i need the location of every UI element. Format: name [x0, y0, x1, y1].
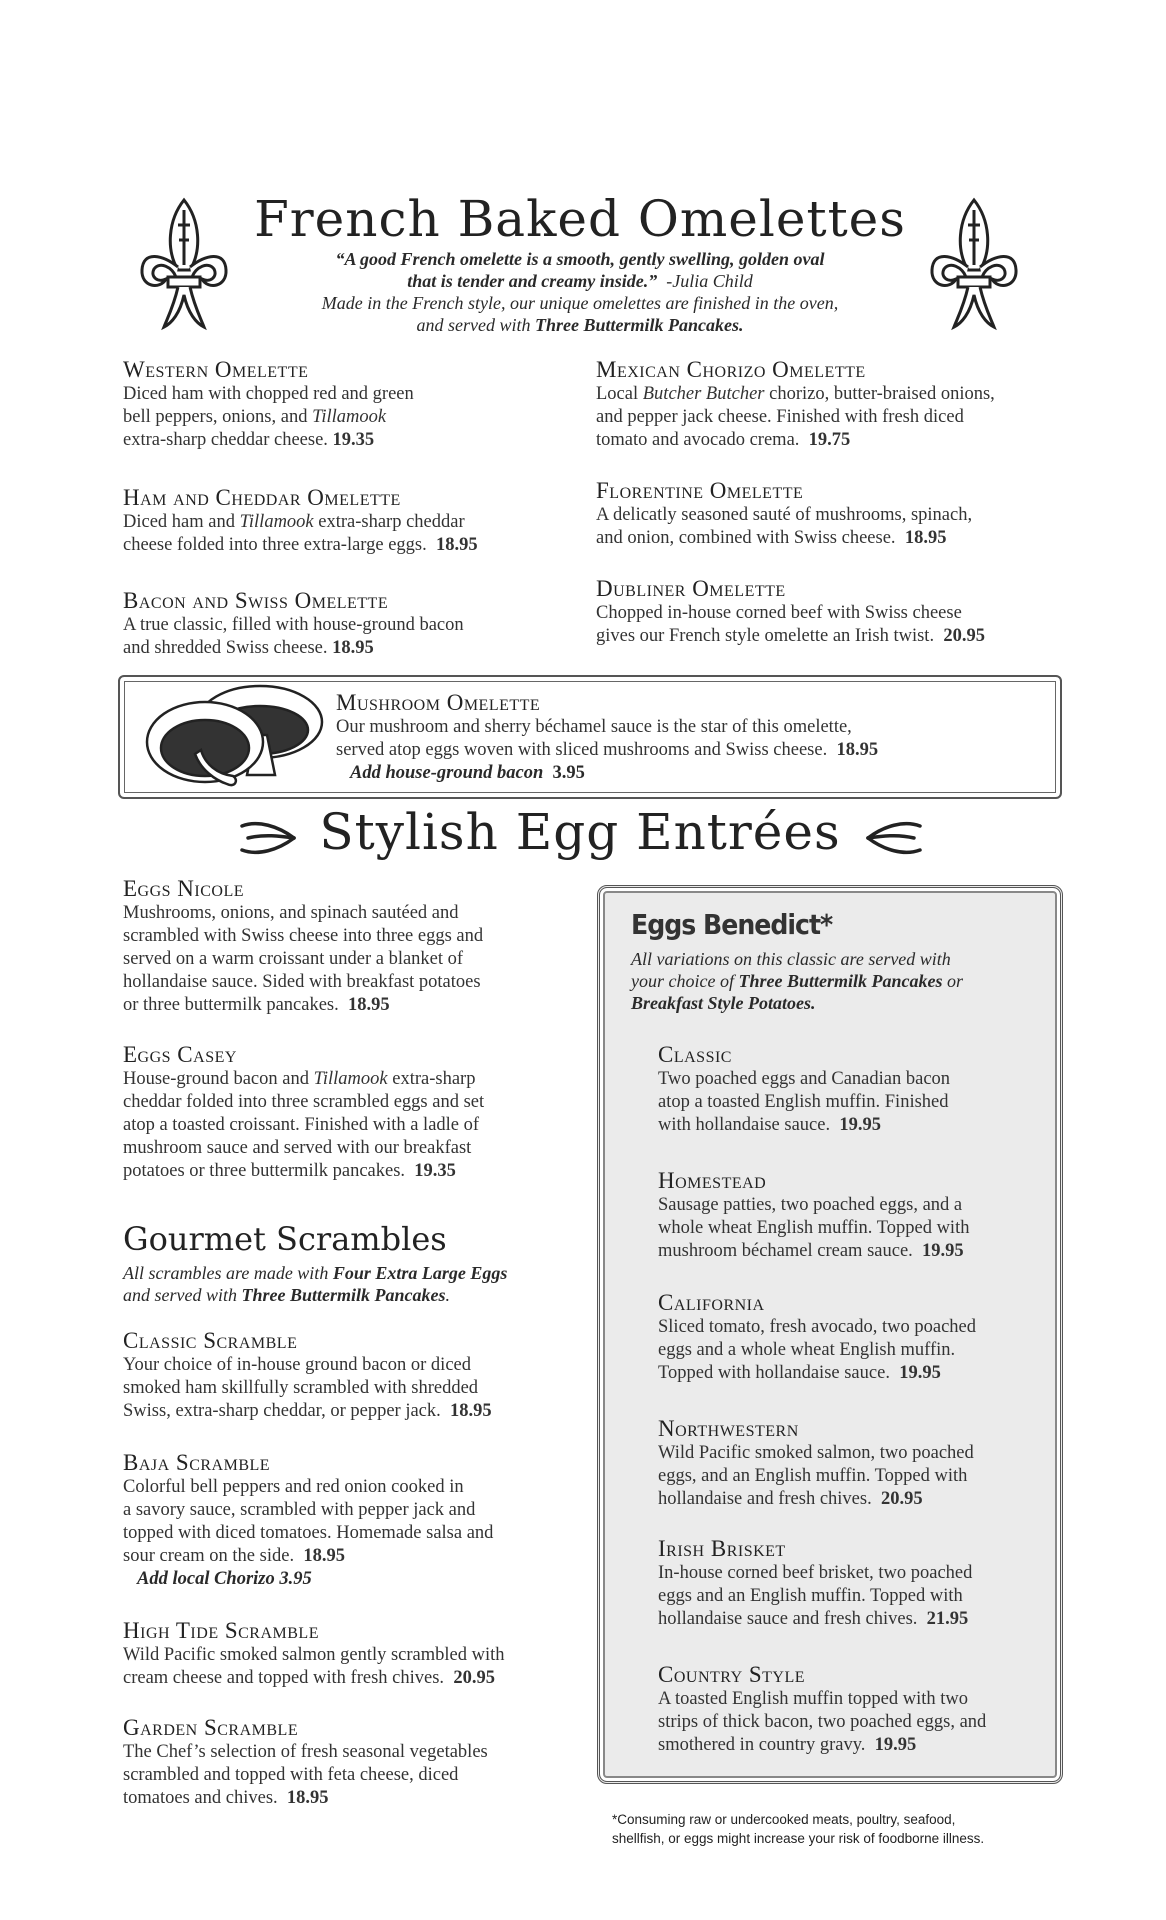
mushroom-omelette	[336, 690, 1046, 785]
desc-line: strips of thick bacon, two poached eggs, and	[658, 1712, 987, 1732]
price: 20.95	[453, 1668, 495, 1688]
desc-line	[123, 1667, 603, 1690]
desc-line: atop a toasted croissant. Finished with a ladle of	[123, 1115, 480, 1135]
item-title: Country Style	[658, 1662, 806, 1687]
item-desc	[658, 1442, 1048, 1511]
desc-line: Mushrooms, onions, and spinach sautéed and	[123, 903, 459, 923]
flourish-left-icon	[238, 818, 300, 858]
desc-line: Our mushroom and sherry béchamel sauce is the star of this omelette,	[336, 717, 852, 737]
note-text: your choice of	[631, 971, 739, 991]
item-title: Eggs Casey	[123, 1042, 237, 1067]
item-title: Ham and Cheddar Omelette	[123, 485, 401, 510]
price: 18.95	[348, 995, 390, 1015]
benedict-classic	[658, 1042, 1048, 1137]
price: 19.35	[414, 1161, 456, 1181]
item-title: Florentine Omelette	[596, 478, 804, 503]
desc-text: hollandaise and fresh chives.	[658, 1489, 872, 1509]
price: 20.95	[943, 626, 985, 646]
desc-text: cheese folded into three extra-large eggs.	[123, 535, 427, 555]
desc-line: A delicatly seasoned sauté of mushrooms, spinach,	[596, 505, 973, 525]
desc-line: Your choice of in-house ground bacon or diced	[123, 1355, 471, 1375]
desc-text: cream cheese and topped with fresh chives.	[123, 1668, 445, 1688]
price: 18.95	[450, 1401, 492, 1421]
desc-text: extra-sharp cheddar	[313, 512, 465, 532]
desc-line: and pepper jack cheese. Finished with fresh diced	[596, 407, 964, 427]
note-bold: Four Extra Large Eggs	[332, 1263, 508, 1283]
desc-line: Chopped in-house corned beef with Swiss cheese	[596, 603, 962, 623]
desc-text: with hollandaise sauce.	[658, 1115, 831, 1135]
item-title: Classic Scramble	[123, 1328, 298, 1353]
price: 18.95	[303, 1546, 345, 1566]
desc-line: A toasted English muffin topped with two	[658, 1689, 969, 1709]
desc-line: Sliced tomato, fresh avocado, two poached	[658, 1317, 976, 1337]
desc-text: extra-sharp	[387, 1069, 476, 1089]
desc-line: served on a warm croissant under a blanket of	[123, 949, 464, 969]
dubliner-omelette	[596, 576, 1076, 648]
note-line: Breakfast Style Potatoes.	[631, 993, 816, 1013]
desc-line: cheddar folded into three scrambled eggs and set	[123, 1092, 485, 1112]
scrambles-note	[123, 1262, 593, 1306]
benedict-title: Eggs Benedict*	[631, 908, 833, 941]
desc-text: Local	[596, 384, 643, 404]
desc-line	[123, 1160, 593, 1183]
desc-text: bell peppers, onions, and	[123, 407, 313, 427]
item-title: Northwestern	[658, 1416, 799, 1441]
note-bold: Three Buttermilk Pancakes	[738, 971, 943, 991]
benedict-northwestern	[658, 1416, 1048, 1511]
item-title: Homestead	[658, 1168, 767, 1193]
desc-line	[596, 429, 1066, 452]
note-text: All scrambles are made with	[123, 1263, 333, 1283]
item-desc	[658, 1316, 1048, 1385]
consumer-advisory	[612, 1810, 1062, 1848]
desc-line	[123, 637, 593, 660]
item-desc	[596, 504, 1066, 550]
desc-line: smoked ham skillfully scrambled with shredded	[123, 1378, 479, 1398]
item-desc	[658, 1068, 1048, 1137]
desc-line	[123, 1545, 593, 1568]
item-desc	[123, 1354, 593, 1423]
addon: Add local Chorizo 3.95	[137, 1569, 312, 1589]
eggs-nicole	[123, 876, 593, 1017]
classic-scramble	[123, 1328, 593, 1423]
desc-line	[123, 406, 593, 429]
desc-text: Swiss, extra-sharp cheddar, or pepper jack.	[123, 1401, 441, 1421]
note-line	[631, 970, 1031, 992]
note-line-2-bold: Three Buttermilk Pancakes.	[535, 315, 744, 335]
desc-line	[658, 1734, 1053, 1757]
desc-text: served atop eggs woven with sliced mushrooms and Swiss cheese.	[336, 740, 828, 760]
item-desc	[658, 1194, 1048, 1263]
desc-text: hollandaise sauce and fresh chives.	[658, 1609, 918, 1629]
price: 18.95	[904, 528, 947, 548]
advisory-line: shellfish, or eggs might increase your risk of foodborne illness.	[612, 1831, 985, 1846]
fleur-de-lis-right-icon	[928, 195, 1020, 335]
eggs-casey	[123, 1042, 593, 1183]
benedict-country-style	[658, 1662, 1053, 1757]
price: 19.95	[899, 1363, 941, 1383]
desc-italic: Tillamook	[239, 512, 314, 532]
desc-text: chorizo, butter-braised onions,	[764, 384, 995, 404]
price: 20.95	[880, 1489, 923, 1509]
item-desc	[123, 1644, 603, 1690]
desc-italic: Tillamook	[312, 407, 387, 427]
item-title: Irish Brisket	[658, 1536, 786, 1561]
price: 21.95	[926, 1609, 969, 1629]
desc-line	[123, 511, 593, 534]
omelettes-quote	[240, 248, 920, 292]
desc-line: eggs and an English muffin. Topped with	[658, 1586, 963, 1606]
desc-line: Two poached eggs and Canadian bacon	[658, 1069, 951, 1089]
desc-line: The Chef’s selection of fresh seasonal vegetables	[123, 1742, 488, 1762]
item-desc	[658, 1562, 1048, 1631]
note-line	[123, 1262, 593, 1284]
price: 18.95	[332, 638, 374, 658]
addon-price: 3.95	[552, 763, 585, 783]
desc-line: scrambled with Swiss cheese into three eggs and	[123, 926, 484, 946]
bacon-swiss-omelette	[123, 588, 593, 660]
item-desc	[658, 1688, 1053, 1757]
western-omelette	[123, 357, 593, 452]
note-line-2	[240, 314, 920, 336]
scrambles-title: Gourmet Scrambles	[123, 1220, 447, 1258]
desc-line	[123, 429, 593, 452]
item-title: High Tide Scramble	[123, 1618, 319, 1643]
desc-line: Wild Pacific smoked salmon gently scrambled with	[123, 1645, 505, 1665]
item-title: Dubliner Omelette	[596, 576, 786, 601]
desc-line	[658, 1114, 1048, 1137]
item-desc	[123, 1741, 603, 1810]
desc-text: Topped with hollandaise sauce.	[658, 1363, 890, 1383]
item-desc	[336, 716, 1046, 762]
baja-scramble	[123, 1450, 593, 1591]
quote-line-2	[240, 270, 920, 292]
desc-italic: Butcher Butcher	[642, 384, 765, 404]
benedict-irish-brisket	[658, 1536, 1048, 1631]
desc-line: topped with diced tomatoes. Homemade salsa and	[123, 1523, 494, 1543]
note-line: and served with Three Buttermilk Pancakes.	[123, 1285, 450, 1305]
desc-line: a savory sauce, scrambled with pepper jack and	[123, 1500, 476, 1520]
item-desc	[596, 383, 1066, 452]
desc-line	[596, 383, 1066, 406]
garden-scramble	[123, 1715, 603, 1810]
item-desc	[596, 602, 1076, 648]
desc-line	[658, 1362, 1048, 1385]
price: 19.75	[808, 430, 851, 450]
item-title: California	[658, 1290, 765, 1315]
desc-line: eggs and a whole wheat English muffin.	[658, 1340, 956, 1360]
note-bold: Three Buttermilk Pancakes	[241, 1285, 446, 1305]
desc-line: scrambled and topped with feta cheese, diced	[123, 1765, 459, 1785]
desc-line: hollandaise sauce. Sided with breakfast potatoes	[123, 972, 481, 992]
addon-text: Add house-ground bacon	[350, 763, 544, 783]
price: 19.95	[874, 1735, 917, 1755]
desc-text: sour cream on the side.	[123, 1546, 295, 1566]
note-line-2-text: and served with	[416, 315, 535, 335]
quote-line-1: “A good French omelette is a smooth, gently swelling, golden oval	[335, 249, 825, 269]
price: 19.35	[332, 430, 375, 450]
item-title: Mushroom Omelette	[336, 690, 541, 715]
desc-line	[596, 527, 1066, 550]
item-desc	[123, 383, 593, 452]
desc-text: Diced ham and	[123, 512, 240, 532]
note-line-1: Made in the French style, our unique omelettes are finished in the oven,	[321, 293, 839, 313]
desc-line: atop a toasted English muffin. Finished	[658, 1092, 949, 1112]
benedict-california	[658, 1290, 1048, 1385]
entrees-title: Stylish Egg Entrées	[319, 803, 841, 861]
desc-line	[123, 534, 593, 557]
desc-line	[123, 1400, 593, 1423]
addon	[350, 762, 1046, 785]
desc-text: or three buttermilk pancakes.	[123, 995, 339, 1015]
omelettes-note	[240, 292, 920, 336]
item-title: Garden Scramble	[123, 1715, 299, 1740]
price: 18.95	[286, 1788, 329, 1808]
item-title: Western Omelette	[123, 357, 309, 382]
desc-text: gives our French style omelette an Irish twist.	[596, 626, 935, 646]
ham-cheddar-omelette	[123, 485, 593, 557]
desc-italic: Tillamook	[313, 1069, 388, 1089]
item-desc	[123, 1476, 593, 1568]
desc-text: and shredded Swiss cheese.	[123, 638, 328, 658]
item-title: Eggs Nicole	[123, 876, 245, 901]
desc-text: tomatoes and chives.	[123, 1788, 278, 1808]
desc-line: In-house corned beef brisket, two poached	[658, 1563, 973, 1583]
flourish-right-icon	[862, 818, 924, 858]
desc-text: smothered in country gravy.	[658, 1735, 866, 1755]
desc-line	[658, 1488, 1048, 1511]
desc-text: and onion, combined with Swiss cheese.	[596, 528, 896, 548]
desc-line: A true classic, filled with house-ground bacon	[123, 615, 464, 635]
benedict-note	[631, 948, 1031, 1014]
desc-line: Wild Pacific smoked salmon, two poached	[658, 1443, 974, 1463]
item-title: Bacon and Swiss Omelette	[123, 588, 389, 613]
price: 19.95	[922, 1241, 964, 1261]
desc-line	[336, 739, 1046, 762]
desc-line: Sausage patties, two poached eggs, and a	[658, 1195, 963, 1215]
desc-line	[596, 625, 1076, 648]
desc-line: eggs, and an English muffin. Topped with	[658, 1466, 968, 1486]
desc-text: tomato and avocado crema.	[596, 430, 800, 450]
desc-line	[658, 1608, 1048, 1631]
desc-line: Colorful bell peppers and red onion cooked in	[123, 1477, 464, 1497]
note-text: or	[942, 971, 963, 991]
quote-text: that is tender and creamy inside.”	[407, 271, 658, 291]
desc-text: mushroom béchamel cream sauce.	[658, 1241, 913, 1261]
price: 18.95	[836, 740, 879, 760]
item-desc	[123, 614, 593, 660]
omelettes-title: French Baked Omelettes	[254, 190, 906, 248]
desc-line	[123, 994, 593, 1017]
desc-line: whole wheat English muffin. Topped with	[658, 1218, 970, 1238]
desc-text: House-ground bacon and	[123, 1069, 314, 1089]
item-title: Mexican Chorizo Omelette	[596, 357, 866, 382]
price: 19.95	[839, 1115, 881, 1135]
desc-line	[123, 1068, 593, 1091]
price: 18.95	[436, 535, 478, 555]
item-desc	[123, 902, 593, 1017]
item-desc	[123, 511, 593, 557]
high-tide-scramble	[123, 1618, 603, 1690]
desc-line: Diced ham with chopped red and green	[123, 384, 414, 404]
desc-line	[123, 1787, 603, 1810]
mexican-chorizo-omelette	[596, 357, 1066, 452]
desc-text: potatoes or three buttermilk pancakes.	[123, 1161, 406, 1181]
mushroom-illustration-icon	[135, 680, 335, 792]
desc-line	[658, 1240, 1048, 1263]
item-title: Classic	[658, 1042, 732, 1067]
item-desc	[123, 1068, 593, 1183]
note-text: and served with	[123, 1285, 242, 1305]
florentine-omelette	[596, 478, 1066, 550]
desc-line: mushroom sauce and served with our breakfast	[123, 1138, 472, 1158]
benedict-homestead	[658, 1168, 1048, 1263]
quote-author: -Julia Child	[666, 271, 753, 291]
note-line: All variations on this classic are served with	[631, 949, 951, 969]
desc-text: extra-sharp cheddar cheese.	[123, 430, 328, 450]
advisory-line: *Consuming raw or undercooked meats, poultry, seafood,	[612, 1812, 956, 1827]
item-title: Baja Scramble	[123, 1450, 271, 1475]
fleur-de-lis-left-icon	[138, 195, 230, 335]
